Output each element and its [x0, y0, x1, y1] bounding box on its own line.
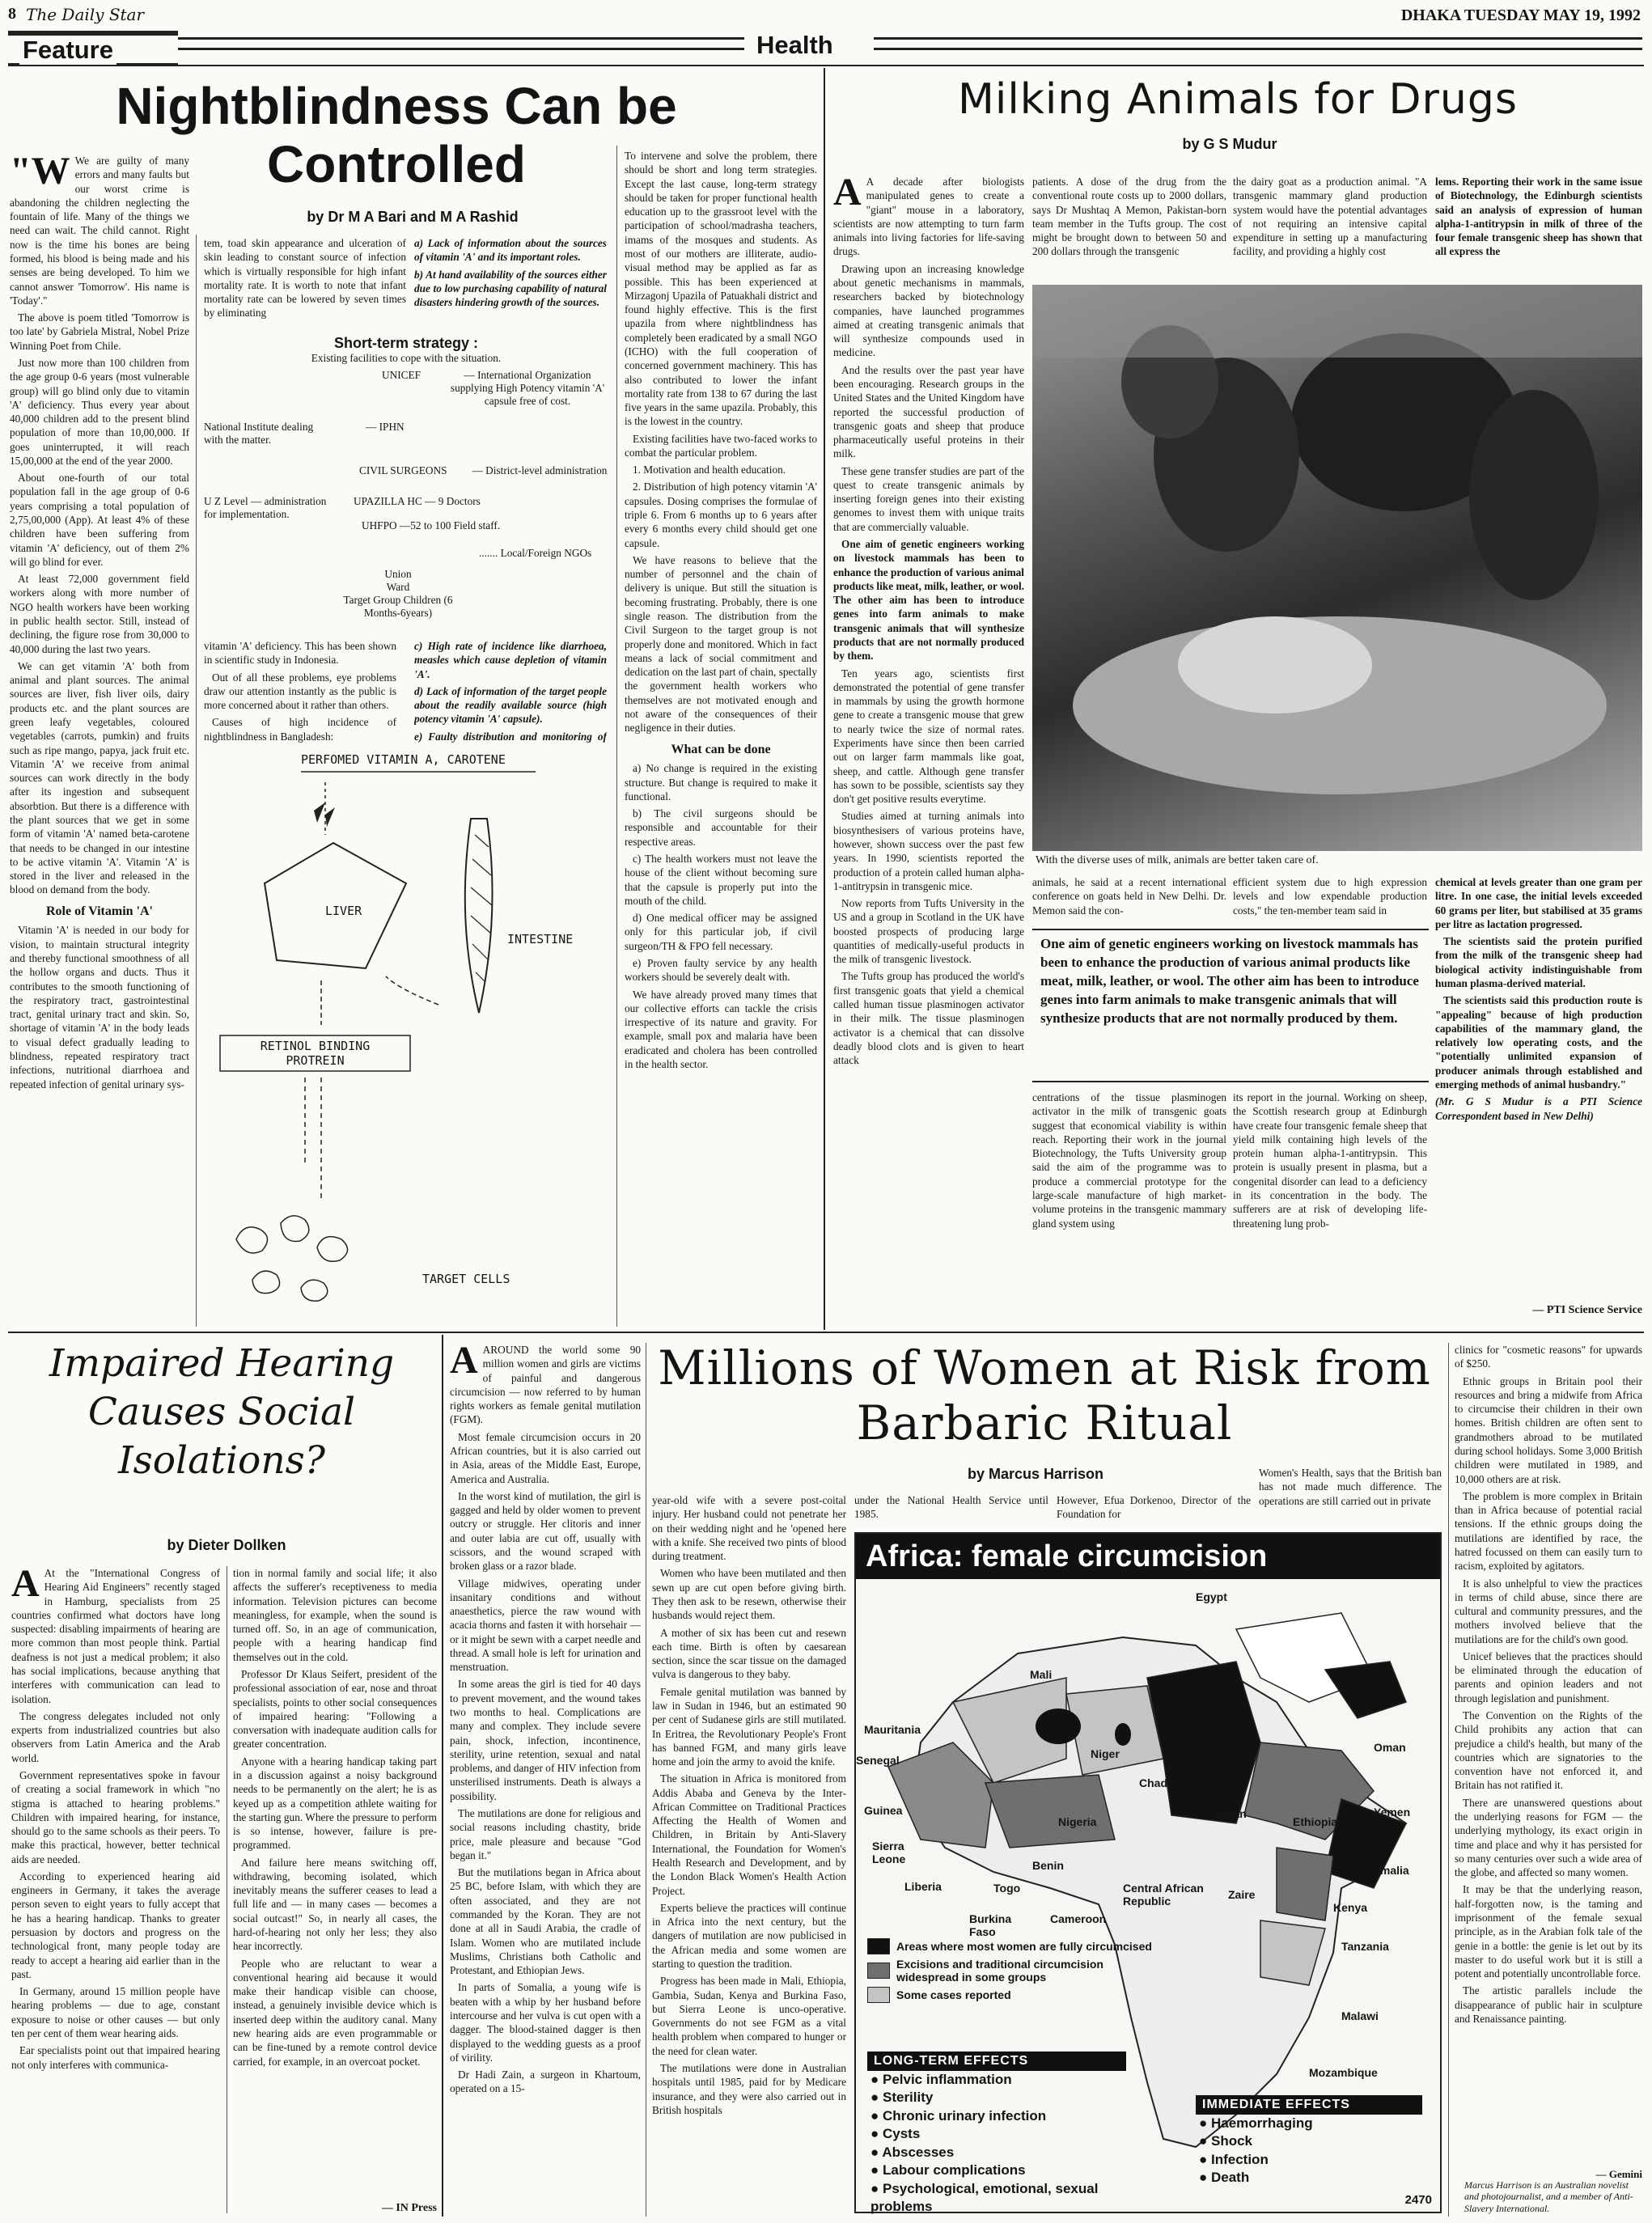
- immediate-item: ● Death: [1199, 2170, 1250, 2186]
- column-divider: [196, 235, 197, 1327]
- byline-milking: by G S Mudur: [1182, 136, 1277, 152]
- strategy-iphn: — IPHN: [366, 421, 405, 433]
- label-tanzania: Tanzania: [1341, 1940, 1389, 1953]
- author-note-harrison: Marcus Harrison is an Australian novelist and photojournalist, and a member of Anti-Slavery International.: [1464, 2179, 1633, 2214]
- section-rule-right: [874, 37, 1642, 50]
- label-mozambique: Mozambique: [1309, 2066, 1378, 2079]
- section-label-health: Health: [756, 31, 833, 59]
- subhead-what-can-be-done: What can be done: [671, 742, 771, 756]
- article-nightblindness-col3-top: a) Lack of information about the sources of vitamin 'A' and its important roles. b) At hand availability of the sources either due to low purchasing capability of natural disasters hindering growth of the sources.: [414, 237, 607, 309]
- label-chad: Chad: [1139, 1776, 1167, 1789]
- label-sierra-leone: Sierra Leone: [872, 1840, 906, 1865]
- byline-hearing: by Dieter Dollken: [167, 1537, 286, 1553]
- strategy-uhfpo: UHFPO —52 to 100 Field staff.: [362, 519, 501, 531]
- section-bar-left: [8, 31, 178, 65]
- long-term-effects-box: [867, 2052, 1126, 2217]
- legend-item-full: Areas where most women are fully circumcised: [867, 1938, 1159, 1954]
- label-mauritania: Mauritania: [864, 1723, 921, 1736]
- label-ethiopia: Ethiopia: [1293, 1815, 1338, 1828]
- article-women-col2: year-old wife with a severe post-coital injury. Her husband could not penetrate her on their wedding night and he 'opened here with a knife. She received two pints of blood during treatment. Women who have been mutilated and then sewn up are cut open before giving birth. They then ask to be resewn, otherwise their husbands would reject them. A mother of six has been cut and resewn each time. Birth is often by caesarean section, since the scar tissue on the damaged vulva is dangerous to they baby. Female genital mutilation was banned by law in Sudan in 1946, but an estimated 90 per cent of Sudanese girls are still mutilated. In Eritrea, the Revolutionary People's Front has banned FGM, and many girls leave home and join the army to avoid the knife. The situation in Africa is monitored from Addis Ababa and Geneva by the Inter-African Committee on Traditional Practices Affecting the Health of Women and Children, in Britain by Anti-Slavery International, the Foundation for Women's Health Research and Development, and by the London Black Women's Health Action Project. Experts believe the practices will continue in Africa into the next century, but the dangers of mutilation are now publicised in the African media and some women are starting to question the tradition. Progress has been made in Mali, Ethiopia, Gambia, Sudan, Kenya and Burkina Faso, but Sierra Leone is unco-operative. Governments do not see FGM as a vital health problem when compared to hunger or the need for clean water. The mutilations were done in Australian hospitals until 1985, paid for by Medicare insurance, and they were also carried out in British hospitals: [652, 1494, 846, 2116]
- map-title-bar: [856, 1534, 1440, 1579]
- photo-caption-milking: With the diverse uses of milk, animals are better taken care of.: [1036, 854, 1319, 866]
- label-nigeria: Nigeria: [1058, 1815, 1097, 1828]
- immediate-item: ● Infection: [1199, 2151, 1269, 2167]
- article-milking-col2-top: patients. A dose of the drug from the conventional route costs up to 2000 dollars, says Dr Mushtaq A Memon, Pakistan-born team member in the Tufts group. The cost might be brought down to between 50 and 200 dollars through the transgenic: [1032, 176, 1226, 258]
- label-somalia: Somalia: [1366, 1864, 1409, 1877]
- section-label-feature: Feature: [19, 36, 116, 65]
- article-milking-col2-bot: centrations of the tissue plasminogen activator in the milk of transgenic goats suggest that economical viability is within reach. Reporting their work in the journal Biotechnology, the Tufts University group said the aim of the programme was to produce a commercial prototype for the large-scale manufacture of high market-volume proteins in the transgenic mammary gland system using: [1032, 1091, 1226, 1230]
- article-milking-col1: A A decade after biologists manipulated genes to create a "giant" mouse in a laboratory, scientists are now attempting to turn farm animals into living factories for life-saving drugs. Drawing upon an increasing knowledge about genetic mechanisms in mammals, researchers backed by biotechnology companies, have launched programmes aimed at creating transgenic animals that will synthesize compounds used in medicine. And the results over the past year have been encouraging. Research groups in the United States and the United Kingdom have reported the successful production of transgenic goats and sheep that produce pharmaceutically useful proteins in their milk. These gene transfer studies are part of the quest to create transgenic animals by inserting foreign genes into their existing genomes to invest them with unique traits that are commercially valuable. One aim of genetic engineers working on livestock mammals has been to enhance the production of various animal products like meat, milk, leather, or wool. The other aim has been to introduce genes into farm animals to make transgenic animals that will synthesize products that are not normally produced by them. Ten years ago, scientists first demonstrated the potential of gene transfer in mammals by using the growth hormone gene to create a transgenic mouse that grew to nearly twice the size of normal rates. Experiments have since then been carried out on larger farm mammals like goat, sheep, and cattle. Although gene transfer has sown to be possible, scientists say they don't get positive results everytime. Studies aimed at turning animals into biosynthesisers of various proteins have, however, shown success over the past few years. In 1990, scientists reported the production of a protein called human alpha-1-antitrypsin in transgenic mice. Now reports from Tufts University in the US and a group in Scotland in the UK have boosted prospects of producing large quantities of medically-useful products in the milk of transgenic livestock. The Tufts group has produced the world's first transgenic goats that yield a chemical called human tissue plasminogen activator in their milk. The tissue plasminogen activator is a chemical that can dissolve deadly blood clots and is given to heart attack: [833, 175, 1024, 1067]
- credit-gemini: — Gemini: [1595, 2168, 1642, 2180]
- diagram-label-intestine: INTESTINE: [507, 932, 574, 946]
- credit-pti: — PTI Science Service: [1532, 1304, 1642, 1316]
- label-kenya: Kenya: [1333, 1901, 1368, 1914]
- strategy-district: — District-level administration: [472, 464, 608, 476]
- strategy-civil: CIVIL SURGEONS: [359, 464, 447, 476]
- article-women-col4-top: However, Efua Dorkenoo, Director of the Foundation for: [1057, 1494, 1251, 1521]
- strategy-sub: Existing facilities to cope with the situation.: [311, 352, 502, 364]
- diagram-title: PERFOMED VITAMIN A, CAROTENE: [301, 752, 506, 767]
- strategy-unicef: UNICEF: [382, 369, 421, 381]
- article-nightblindness-col4: To intervene and solve the problem, there should be short and long term strategies. Except the last cause, long-term strategy should be taken for proper functional health education up to the grassroot level with the participation of school/madrasha teachers, imams of the mosques and students. As most of our mothers are illiterate, audio-visual method may be applied as far as possible. This has been experienced at Mirzagonj Upazila of Patuakhali district and found highly effective. This is the first upazila from where nightblindness has completely been eradicated by a small NGO (ICHO) with the full cooperation of concerned government machinery. This has also contributed to lower the infant mortality rate from 138 to 67 during the last five years in the same upazila. Probably, this is the lowest in the country. Existing facilities have two-faced works to combat the particular problem. 1. Motivation and health education. 2. Distribution of high potency vitamin 'A' capsules. Dosing comprises the formulae of triple 6. From 6 months up to 6 years after every 6 months every child should get one capsule. We have reasons to believe that the number of personnel and the chain of delivery is unique. But still the situation is becoming frustrating. Probably, there is one single reason. The distribution from the Civil Surgeon to the target group is not properly done and monitored. Which in fact means a lack of social commitment and dedication on the last part of chain, spectally the government health workers who themselves are not motivated enough and not aware of the consequences of their negligence in their duties. What can be done a) No change is required in the existing structure. But change is required to make it functional. b) The civil surgeons should be responsible and accountable for their respective areas. c) The health workers must not leave the house of the client without becoming sure that the capsule is properly put into the mouth of the child. d) One medical officer may be assigned only for this particular job, if civil surgeon/TH & FPO fell necessary. e) Proven faulty service by any health workers should be severely dealt with. We have already proved many times that our collective efforts can tackle the crisis irrespective of its nature and gravity. For example, small pox and malaria have been eradicated and cholera has been controlled in the health sector.: [625, 150, 817, 1070]
- column-divider: [1448, 1343, 1449, 2217]
- target-cells-shapes: [236, 1216, 348, 1301]
- immediate-item: ● Shock: [1199, 2133, 1253, 2149]
- strategy-unicef-desc: — International Organization supplying High Potency vitamin 'A' capsule free of cost.: [450, 369, 605, 407]
- strategy-ward: Ward: [386, 581, 410, 593]
- headline-hearing: Impaired Hearing Causes Social Isolations?: [49, 1341, 395, 1484]
- map-title: Africa: female circumcision: [866, 1539, 1268, 1573]
- headline-nightblindness: Nightblindness Can be Controlled: [116, 77, 677, 193]
- long-term-item: ● Cysts: [870, 2126, 921, 2142]
- strategy-rows: [204, 369, 608, 620]
- legend-item-some: Some cases reported: [867, 1987, 1159, 2003]
- long-term-item: ● Chronic urinary infection: [870, 2107, 1047, 2123]
- label-yemen: Yemen: [1374, 1806, 1411, 1819]
- masthead-name: The Daily Star: [26, 5, 145, 24]
- strategy-target: Target Group Children (6 Months-6years): [343, 594, 453, 619]
- strategy-national: National Institute dealing with the matter.: [204, 421, 314, 446]
- label-benin: Benin: [1032, 1859, 1064, 1872]
- article-milking-col4-bot: chemical at levels greater than one gram per litre. In one case, the initial levels exceeded 60 grams per liter, but stabilised at 35 grams per litre as lactation progressed. The scientists said the protein purified from the milk of the transgenic sheep had biological activity indistinguishable from human plasma-derived material. The scientists said this production route is "appealing" because of high production capabilities of the mammary gland, the relatively low operating costs, and the "potentially unlimited expansion of producer animals through established and emerging methods of animal husbandry." (Mr. G S Mudur is a PTI Science Correspondent based in New Delhi): [1435, 876, 1642, 1122]
- long-term-item: ● Psychological, emotional, sexual problems: [870, 2180, 1099, 2215]
- strategy-hc: UPAZILLA HC — 9 Doctors: [354, 495, 481, 507]
- label-zaire: Zaire: [1228, 1888, 1256, 1901]
- photo-art: [1032, 285, 1642, 851]
- column-divider: [616, 146, 617, 1327]
- headline-milking: Milking Animals for Drugs: [958, 75, 1518, 124]
- headline-women: Millions of Women at Risk from Barbaric Ritual: [658, 1340, 1431, 1450]
- section-bar-right: [756, 31, 870, 60]
- article-milking-col3-top: the dairy goat as a production animal. "A transgenic mammary gland production system would have the potential advantages of not requiring an intensive capital expenditure in setting up a manufacturing facility, and providing a highly cost: [1233, 176, 1427, 258]
- label-senegal: Senegal: [856, 1754, 900, 1767]
- label-sudan: Sudan: [1212, 1807, 1247, 1820]
- label-malawi: Malawi: [1341, 2009, 1379, 2022]
- long-term-item: ● Sterility: [870, 2090, 934, 2106]
- top-rule: [8, 65, 1644, 66]
- article-hearing-col1: A At the "International Congress of Hearing Aid Engineers" recently staged in Hamburg, specialists from 25 countries confirmed what doctors have long suspected: disabling impairments of hearing are more common than most people think. Partial deafness is not just a medical problem; it also has social implications, because anything that interferes with communication can lead to isolation. The congress delegates included not only experts from industrialized countries but also observers from Latin America and the Arab world. Government representatives spoke in favour of creating a social framework in which "no stigma is attached to hearing problems." Children with impaired hearing, for instance, should go to the same schools as their peers. To make this practical, however, better technical aids are needed. According to experienced hearing aid engineers in Germany, it takes the average person seven to eight years to fully accept that he has a hearing handicap. Thanks to greater persuasion by doctors and progress on the technological front, many people today are ready to accept a hearing aid earlier than in the past. In Germany, around 15 million people have hearing problems — due to age, constant exposure to noise or other causes — but only ten per cent of them wear hearing aids. Ear specialists point out that impaired hearing not only interferes with communica-: [11, 1566, 220, 2071]
- pull-quote-box: One aim of genetic engineers working on livestock mammals has been to enhance the production of various animal products like meat, milk, leather, or wool. The other aim has been to introduce genes into farm animals to make transgenic animals that will synthesize products that are not normally produced by them.: [1032, 929, 1429, 1082]
- capsule-drops: [314, 802, 335, 827]
- long-term-list: [867, 2071, 1126, 2217]
- diagram-svg: [204, 746, 608, 1324]
- immediate-heading: IMMEDIATE EFFECTS: [1196, 2095, 1422, 2115]
- article-nightblindness-col1: "W We are guilty of many errors and many faults but our worst crime is abandoning the children neglecting the fountain of life. Many of the things we need can wait. The child cannot. Right now is the time his bones are being formed, his blood is being made and his senses are being developed. To him we cannot answer 'Tomorrow'. His name is 'Today'." The above is poem titled 'Tomorrow is too late' by Gabriela Mistral, Nobel Prize Winning Poet from Chile. Just now more than 100 children from the age group 0-6 years (most vulnerable group) will go blind only due to vitamin 'A' deficiency. Thus every year about 40,000 children add to the present blind population of more than 10,00,000. If goes uninterrupted, it will reach 15,00,000 at the end of the year 2000. About one-fourth of our total population fall in the age group of 0-6 years comprising a total population of 2,75,00,000 (App). At least 4% of these children have been suffering from vitamin 'A' deficiency, out of them 2% will go blind for ever. At least 72,000 government field workers along with more number of NGO health workers have been working in public health sector. Still, instead of declining, the figure rose from 30,000 to 40,000 during the last two years. We can get vitamin 'A' both from animal and plant sources. The animal sources are liver, fish liver oils, dairy products etc. and the plant sources are green leafy vegetables, coloured vegetables (carrots, pumkin) and fruits such as ripe mango, papya, jack fruit etc. Vitamin 'A' we receive from animal sources can work directly in the body after its ingestion and subsequent absorbtion. But there is a difference with the plant sources that we get in some form of vitamin 'A' named beta-carotene that needs to be changed in our intestine to be active vitamin 'A'. Vitamin 'A' is stored in the liver and released in the blood on demand from the body. Role of Vitamin 'A' Vitamin 'A' is needed in our body for vision, to maintain structural integrity and thereby functional smoothness of all the hollow organs and ducts. Thus it contributes to the smooth functioning of the respiratory tract, gastrointestinal tract, genital urinary tract and skin. So, shortage of vitamin 'A' in the body leads to visual defect gradually leading to blindness, repeated respiratory tract infections, nutritional diarrhoea and repeated infection of genital urinary sys-: [10, 154, 189, 1090]
- section-rule: [178, 37, 744, 50]
- lower-divider: [442, 1335, 443, 2217]
- label-mali: Mali: [1030, 1668, 1053, 1681]
- immediate-item: ● Haemorrhaging: [1199, 2115, 1313, 2131]
- credit-in-press: — IN Press: [381, 2202, 437, 2214]
- article-women-col5-top: Women's Health, says that the British ban has not made much difference. The operations are still carried out in private: [1259, 1467, 1442, 1507]
- long-term-item: ● Abscesses: [870, 2144, 955, 2160]
- article-nightblindness-col2-mid: vitamin 'A' deficiency. This has been shown in scientific study in Indonesia. Out of all these problems, eye problems draw our attention instantly as the public is more concerned about it rather than others. Causes of high incidence of nightblindness in Bangladesh:: [204, 640, 396, 743]
- vitamin-a-diagram: [204, 746, 608, 1324]
- diagram-label-cells: TARGET CELLS: [422, 1272, 510, 1286]
- byline-women: by Marcus Harrison: [967, 1466, 1104, 1482]
- long-term-item: ● Pelvic inflammation: [870, 2072, 1012, 2087]
- center-divider: [824, 68, 825, 1330]
- label-guinea: Guinea: [864, 1804, 903, 1817]
- article-milking-col4-top: lems. Reporting their work in the same issue of Biotechnology, the Edinburgh scientists said an analysis of expression of human alpha-1-antitrypsin in milk of three of the four female transgenic sheep has shown that all express the: [1435, 176, 1642, 258]
- article-milking-col2-low: animals, he said at a recent international conference on goats held in New Delhi. Dr. Memon said the con-: [1032, 876, 1226, 917]
- label-egypt: Egypt: [1196, 1590, 1227, 1603]
- article-women-col3-top: under the National Health Service until 1985.: [854, 1494, 1048, 1521]
- map-code: 2470: [1404, 2193, 1432, 2207]
- subhead-role-vitamin-a: Role of Vitamin 'A': [46, 904, 153, 918]
- photo-scientists-goat: [1032, 285, 1642, 851]
- strategy-box: [204, 335, 608, 629]
- article-milking-col3-bot: its report in the journal. Working on sheep, the Scottish research group at Edinburgh have create four transgenic female sheep that yield milk containing high levels of the protein human alpha-1-antitrypsin. This protein is usually present in plasma, but a congenital disorder can lead to a deficiency in its concentration in the body. The sufferers are at risk of developing life-threatening lung prob-: [1233, 1091, 1427, 1230]
- byline-nightblindness: by Dr M A Bari and M A Rashid: [307, 209, 519, 225]
- label-togo: Togo: [993, 1882, 1021, 1895]
- strategy-uz: U Z Level — administration for implementation.: [204, 495, 327, 520]
- article-hearing-col2: tion in normal family and social life; it also affects the sufferer's receptiveness to media information. Television pictures can become meaningless, for example, when the sound is turned off. So, in an age of communication, people with a hearing handicap find themselves out in the cold. Professor Dr Klaus Seifert, president of the professional association of ear, nose and throat specialists, points to other social consequences of impaired hearing: "Following a conversation with inadequate audition calls for greater concentration. Anyone with a hearing handicap taking part in a discussion against a noisy background needs to be permanently on the alert; he is as keyed up as a competition athlete waiting for the starting gun. Where the pressure to perform is so intense, however, failure is pre-programmed. And failure here means switching off, withdrawing, becoming isolated, which inevitably means the sufferer ceases to lead a full life and — in many cases — becomes a social outcast!" So, in nearly all cases, the hard-of-hearing not only her less; they also hear incorrectly. People who are reluctant to wear a conventional hearing aid because it would make their handicap visible can choose, instead, a genuinely invisible device which is inserted deep within the auditory canal. Many new hearing aids are even programmable or can be fine-tuned by a remote control device carried, for example, in an overcoat pocket.: [233, 1567, 437, 2068]
- label-burkina-faso: Burkina Faso: [969, 1912, 1012, 1938]
- intestine-shape: [465, 819, 493, 1013]
- africa-map-graphic: [854, 1532, 1442, 2213]
- article-women-col6: clinics for "cosmetic reasons" for upwards of $250. Ethnic groups in Britain pool their resources and bring a midwife from Africa to circumcise their children in their own homes. British children are often sent to grandmothers abroad to be mutilated during school holidays. Some 3,000 British children were mutilated in 1989, and 10,000 others are at risk. The problem is more complex in Britain than in Africa because of potential racial tensions. If the ethnic groups doing the mutilations are identified by race, the hatred focussed on them can easily turn to racism, exploited by agitators. It is also unhelpful to view the practices in terms of child abuse, since there are cultural and community pressures, and the mothers involved believe that the mutilations are for the child's own good. Unicef believes that the practices should be eliminated through the education of parents and opinion leaders and not through legislation and punishment. The Convention on the Rights of the Child prohibits any action that can prejudice a child's health, but many of the countries which are signatories to the convention have not enforced it, and Britain has not ratified it. There are unanswered questions about the underlying reasons for FGM — the underlying mythology, its exact origin in time and place and why it has persisted for so many centuries over such a wide area of the globe, and affected so many women. It may be that the underlying reason, half-forgotten now, is the taming and imprisonment of the female sexual principle, as in the Arabian folk tale of the genie in a bottle: the genie is let out by its master to do useful work but it is still a potent and potentially uncontrollable force. The artistic parallels include the disappearance of public hair in sculpture and Renaissance painting.: [1455, 1344, 1642, 2025]
- long-term-heading: LONG-TERM EFFECTS: [867, 2052, 1126, 2071]
- strategy-ngo: ....... Local/Foreign NGOs: [479, 547, 592, 559]
- label-car: Central African Republic: [1123, 1882, 1204, 1908]
- strategy-heading: Short-term strategy :: [333, 335, 479, 351]
- map-legend: [867, 1938, 1159, 2003]
- label-cameroon: Cameroon: [1050, 1912, 1107, 1925]
- strategy-union: Union: [384, 568, 412, 580]
- dateline: DHAKA TUESDAY MAY 19, 1992: [1400, 6, 1641, 24]
- diagram-label-liver: LIVER: [325, 904, 362, 918]
- page-number: 8: [8, 5, 16, 23]
- article-nightblindness-col2-top: tem, toad skin appearance and ulceration of skin leading to constant source of infection which is virtually responsible for high infant mortality rate. It is worth to note that infant mortality rate can be lowered by seven times by eliminating: [204, 237, 406, 320]
- long-term-item: ● Labour complications: [870, 2162, 1026, 2179]
- immediate-effects-box: [1196, 2095, 1422, 2187]
- label-oman: Oman: [1374, 1741, 1406, 1754]
- article-women-col1: AAROUND the world some 90 million women and girls are victims of painful and dangerous circumcision — now referred to by human rights workers as female genital mutilation (FGM). Most female circumcision occurs in 20 African countries, but it is also carried out in Asia, areas of the Middle East, Europe, America and Australia. In the worst kind of mutilation, the girl is gagged and held by older women to prevent outcry or struggle. Her clitoris and inner and outer labia are cut off, usually with scissors, and the wound scraped with broken glass or a razor blade. Village midwives, operating under insanitary conditions and without anaesthetics, pierce the raw wound with acacia thorns and fasten it with horsehair — or it might be sewn with a carpet needle and thread. A small hole is left for urination and menstruation. In some areas the girl is tied for 40 days to prevent movement, and the wound takes two months to heal. Complications are many and complex. They include severe pain, shock, infection, incontinence, sterility, urine retention, sexual and natal problems, and danger of HIV infection from unsterilised instruments. Death is always a possibility. The mutilations are done for religious and social reasons including chastity, bride price, male pleasure and because "God began it." But the mutilations began in Africa about 25 BC, before Islam, with which they are often associated, and they are not commanded by the Koran. They are not done at all in Saudi Arabia, the cradle of Islam. Women who are mutilated include Muslims, Christians both Catholic and Protestant, and Ethiopian Jews. In parts of Somalia, a young wife is beaten with a whip by her husband before intercourse and her vulva is cut open with a dagger. The blood-stained dagger is then displayed to the wedding guests as a proof of virility. Dr Hadi Zain, a surgeon in Khartoum, operated on a 15-: [450, 1343, 641, 2095]
- legend-item-excision: Excisions and traditional circumcision widespread in some groups: [867, 1958, 1159, 1984]
- mid-rule: [8, 1332, 1644, 1333]
- immediate-list: [1196, 2115, 1422, 2187]
- label-niger: Niger: [1091, 1747, 1120, 1760]
- diagram-label-rbp: RETINOL BINDING PROTREIN: [260, 1039, 371, 1068]
- article-milking-col3-low: efficient system due to high expression levels and low expendable production costs," the ten-member team said in: [1233, 876, 1427, 917]
- label-liberia: Liberia: [904, 1880, 942, 1893]
- article-nightblindness-col3-mid: c) High rate of incidence like diarrhoea, measles which cause depletion of vitamin 'A'. d) Lack of information of the target people about the readily available source (high potency vitamin 'A' capsule). e) Faulty distribution and monitoring of: [414, 640, 607, 743]
